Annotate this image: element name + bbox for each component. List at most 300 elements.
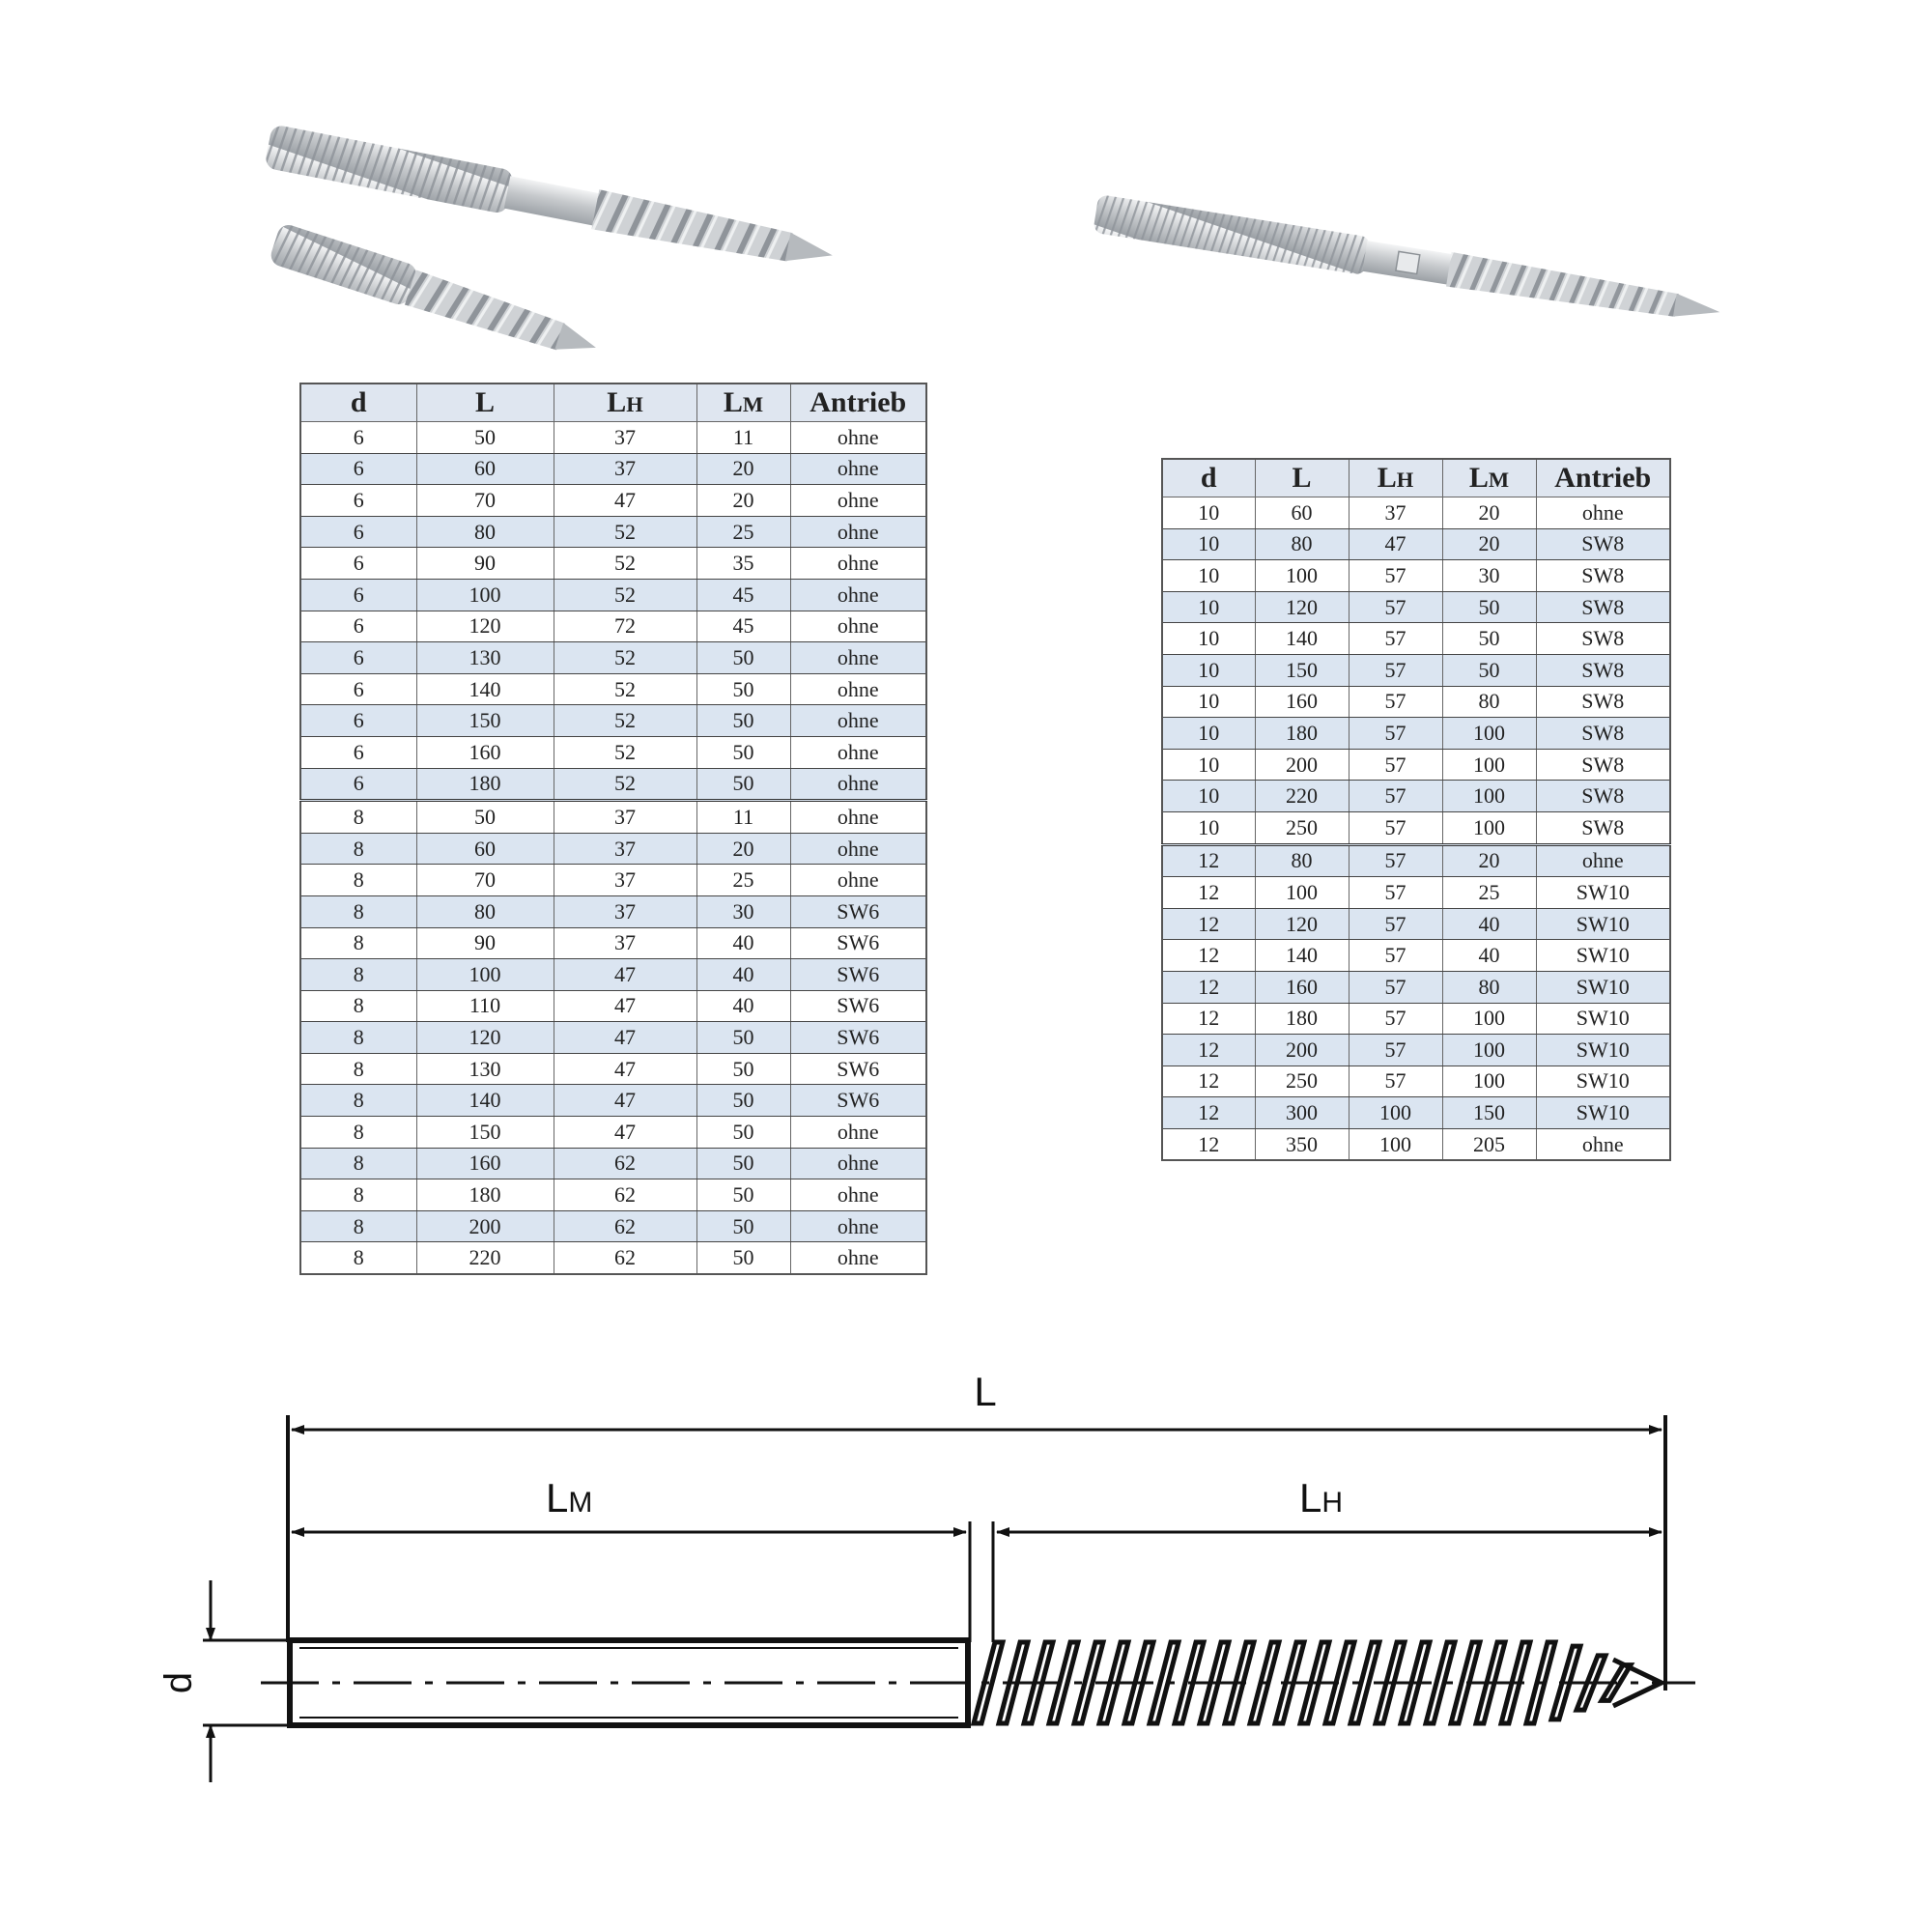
cell-lm: 50 (696, 642, 790, 674)
cell-d: 12 (1162, 1003, 1255, 1035)
cell-d: 10 (1162, 781, 1255, 812)
cell-l: 140 (416, 1085, 554, 1117)
cell-lm: 100 (1442, 1065, 1536, 1097)
table-row (300, 705, 926, 737)
cell-lm: 50 (696, 1210, 790, 1242)
cell-lh: 62 (554, 1179, 696, 1211)
table-row (300, 768, 926, 801)
cell-lh: 52 (554, 642, 696, 674)
cell-d: 8 (300, 990, 416, 1022)
cell-l: 200 (416, 1210, 554, 1242)
cell-antrieb: ohne (790, 1117, 926, 1149)
cell-lm: 50 (696, 1242, 790, 1274)
cell-antrieb: SW10 (1536, 940, 1670, 972)
header-lh: LH (554, 384, 696, 422)
table-row (300, 1148, 926, 1179)
table-row (1162, 1128, 1670, 1160)
header-lm: LM (1442, 459, 1536, 497)
cell-lm: 50 (1442, 591, 1536, 623)
cell-l: 150 (416, 1117, 554, 1149)
cell-lm: 50 (696, 1179, 790, 1211)
cell-lh: 57 (1349, 749, 1442, 781)
cell-d: 8 (300, 865, 416, 896)
cell-l: 90 (416, 548, 554, 580)
cell-d: 10 (1162, 718, 1255, 750)
hanger-bolt-with-drive-photo (1092, 184, 1739, 328)
table-row (300, 1210, 926, 1242)
cell-l: 180 (1255, 1003, 1349, 1035)
cell-antrieb: ohne (1536, 844, 1670, 877)
table-row (1162, 749, 1670, 781)
cell-l: 90 (416, 927, 554, 959)
cell-l: 180 (1255, 718, 1349, 750)
cell-lh: 37 (554, 801, 696, 834)
cell-antrieb: ohne (790, 611, 926, 642)
cell-d: 8 (300, 895, 416, 927)
cell-antrieb: SW8 (1536, 591, 1670, 623)
cell-lh: 37 (1349, 497, 1442, 529)
table-row (1162, 940, 1670, 972)
table-row (1162, 811, 1670, 844)
cell-lm: 40 (1442, 908, 1536, 940)
cell-antrieb: SW6 (790, 990, 926, 1022)
dimension-label-lm: LM (546, 1475, 593, 1520)
cell-antrieb: ohne (790, 1242, 926, 1274)
cell-lh: 62 (554, 1148, 696, 1179)
cell-lm: 20 (1442, 844, 1536, 877)
cell-lh: 37 (554, 422, 696, 454)
cell-d: 6 (300, 485, 416, 517)
table-row (300, 865, 926, 896)
cell-lh: 57 (1349, 654, 1442, 686)
cell-d: 6 (300, 548, 416, 580)
table-row (1162, 623, 1670, 655)
cell-l: 300 (1255, 1097, 1349, 1129)
table-row (1162, 877, 1670, 909)
cell-lm: 50 (696, 1117, 790, 1149)
cell-l: 250 (1255, 811, 1349, 844)
cell-lm: 100 (1442, 1035, 1536, 1066)
cell-lm: 50 (696, 736, 790, 768)
table-row (1162, 591, 1670, 623)
cell-antrieb: ohne (790, 485, 926, 517)
cell-l: 120 (1255, 591, 1349, 623)
cell-lm: 80 (1442, 686, 1536, 718)
cell-antrieb: ohne (790, 516, 926, 548)
cell-lh: 57 (1349, 623, 1442, 655)
cell-l: 100 (1255, 560, 1349, 592)
cell-antrieb: ohne (790, 865, 926, 896)
cell-antrieb: SW8 (1536, 781, 1670, 812)
cell-d: 10 (1162, 528, 1255, 560)
cell-antrieb: SW10 (1536, 1035, 1670, 1066)
cell-lh: 52 (554, 768, 696, 801)
cell-lm: 40 (696, 990, 790, 1022)
table-row (300, 673, 926, 705)
table-body (300, 422, 926, 1275)
cell-d: 10 (1162, 623, 1255, 655)
cell-lm: 50 (696, 673, 790, 705)
cell-lm: 100 (1442, 1003, 1536, 1035)
cell-antrieb: SW10 (1536, 971, 1670, 1003)
table-row (300, 642, 926, 674)
cell-lh: 52 (554, 579, 696, 611)
cell-lm: 11 (696, 422, 790, 454)
cell-lm: 45 (696, 611, 790, 642)
cell-d: 12 (1162, 1097, 1255, 1129)
cell-lm: 100 (1442, 718, 1536, 750)
cell-antrieb: SW10 (1536, 1065, 1670, 1097)
cell-lm: 30 (696, 895, 790, 927)
cell-antrieb: ohne (790, 736, 926, 768)
cell-lh: 57 (1349, 971, 1442, 1003)
cell-lh: 37 (554, 453, 696, 485)
table-row (1162, 1097, 1670, 1129)
cell-lm: 50 (1442, 654, 1536, 686)
table-row (300, 1053, 926, 1085)
cell-l: 50 (416, 422, 554, 454)
cell-antrieb: ohne (790, 642, 926, 674)
cell-lm: 100 (1442, 749, 1536, 781)
cell-d: 6 (300, 516, 416, 548)
cell-lm: 20 (696, 453, 790, 485)
cell-d: 10 (1162, 654, 1255, 686)
table-row (1162, 718, 1670, 750)
cell-antrieb: SW6 (790, 1085, 926, 1117)
header-l: L (416, 384, 554, 422)
cell-l: 70 (416, 865, 554, 896)
table-row (1162, 654, 1670, 686)
cell-antrieb: SW8 (1536, 718, 1670, 750)
cell-lh: 52 (554, 548, 696, 580)
cell-l: 180 (416, 768, 554, 801)
cell-lm: 150 (1442, 1097, 1536, 1129)
hanger-bolt-pair-photo (261, 106, 879, 328)
dimension-label-lh: LH (1299, 1475, 1344, 1520)
cell-d: 8 (300, 1210, 416, 1242)
table-row (1162, 497, 1670, 529)
cell-d: 12 (1162, 844, 1255, 877)
cell-lh: 72 (554, 611, 696, 642)
header-lh: LH (1349, 459, 1442, 497)
cell-d: 10 (1162, 591, 1255, 623)
cell-d: 10 (1162, 497, 1255, 529)
table-row (300, 422, 926, 454)
table-row (300, 485, 926, 517)
cell-d: 6 (300, 673, 416, 705)
cell-l: 160 (1255, 971, 1349, 1003)
cell-lh: 57 (1349, 718, 1442, 750)
header-d: d (300, 384, 416, 422)
cell-d: 8 (300, 1242, 416, 1274)
cell-d: 6 (300, 579, 416, 611)
cell-lh: 57 (1349, 940, 1442, 972)
cell-lh: 47 (554, 959, 696, 991)
cell-l: 130 (416, 642, 554, 674)
cell-lh: 47 (554, 1117, 696, 1149)
cell-antrieb: ohne (790, 1179, 926, 1211)
cell-lh: 47 (554, 485, 696, 517)
cell-antrieb: ohne (790, 453, 926, 485)
cell-lm: 205 (1442, 1128, 1536, 1160)
cell-d: 8 (300, 1148, 416, 1179)
cell-lm: 25 (1442, 877, 1536, 909)
cell-d: 8 (300, 1179, 416, 1211)
cell-l: 60 (416, 833, 554, 865)
cell-l: 60 (1255, 497, 1349, 529)
cell-antrieb: ohne (790, 1210, 926, 1242)
cell-d: 12 (1162, 1065, 1255, 1097)
cell-lm: 25 (696, 865, 790, 896)
cell-lm: 50 (696, 1053, 790, 1085)
cell-l: 100 (416, 579, 554, 611)
cell-lm: 40 (696, 927, 790, 959)
cell-lm: 20 (1442, 497, 1536, 529)
table-row (300, 736, 926, 768)
table-row (300, 1022, 926, 1054)
table-row (300, 611, 926, 642)
cell-antrieb: SW6 (790, 1022, 926, 1054)
header-d: d (1162, 459, 1255, 497)
table-body (1162, 497, 1670, 1161)
cell-lh: 52 (554, 516, 696, 548)
table-row (300, 1179, 926, 1211)
cell-d: 8 (300, 1117, 416, 1149)
cell-l: 160 (416, 1148, 554, 1179)
table-row (1162, 686, 1670, 718)
cell-d: 8 (300, 927, 416, 959)
cell-d: 6 (300, 453, 416, 485)
cell-l: 70 (416, 485, 554, 517)
cell-l: 120 (1255, 908, 1349, 940)
cell-d: 6 (300, 611, 416, 642)
cell-lm: 20 (696, 833, 790, 865)
cell-lh: 100 (1349, 1128, 1442, 1160)
cell-antrieb: SW10 (1536, 1003, 1670, 1035)
cell-lh: 100 (1349, 1097, 1442, 1129)
dimension-drawing (157, 1352, 1710, 1816)
table-row (300, 801, 926, 834)
cell-l: 140 (1255, 940, 1349, 972)
cell-lh: 57 (1349, 811, 1442, 844)
cell-l: 150 (416, 705, 554, 737)
cell-antrieb: ohne (790, 768, 926, 801)
table-row (1162, 971, 1670, 1003)
cell-lh: 37 (554, 927, 696, 959)
cell-l: 110 (416, 990, 554, 1022)
cell-lh: 57 (1349, 591, 1442, 623)
cell-antrieb: SW8 (1536, 811, 1670, 844)
cell-d: 8 (300, 801, 416, 834)
cell-antrieb: SW6 (790, 895, 926, 927)
cell-antrieb: SW8 (1536, 654, 1670, 686)
cell-lh: 57 (1349, 1003, 1442, 1035)
cell-d: 12 (1162, 877, 1255, 909)
cell-d: 6 (300, 768, 416, 801)
cell-antrieb: SW10 (1536, 908, 1670, 940)
cell-lh: 52 (554, 673, 696, 705)
cell-antrieb: SW10 (1536, 1097, 1670, 1129)
cell-lm: 40 (1442, 940, 1536, 972)
cell-d: 10 (1162, 686, 1255, 718)
cell-antrieb: ohne (790, 801, 926, 834)
cell-antrieb: SW8 (1536, 560, 1670, 592)
table-row (1162, 560, 1670, 592)
table-row (300, 927, 926, 959)
table-row (300, 548, 926, 580)
cell-lm: 35 (696, 548, 790, 580)
cell-l: 100 (416, 959, 554, 991)
cell-l: 220 (416, 1242, 554, 1274)
cell-l: 150 (1255, 654, 1349, 686)
cell-d: 12 (1162, 908, 1255, 940)
cell-d: 6 (300, 736, 416, 768)
cell-l: 50 (416, 801, 554, 834)
table-row (300, 1085, 926, 1117)
cell-l: 180 (416, 1179, 554, 1211)
cell-l: 220 (1255, 781, 1349, 812)
cell-antrieb: SW6 (790, 927, 926, 959)
cell-d: 8 (300, 959, 416, 991)
cell-lh: 37 (554, 833, 696, 865)
cell-antrieb: ohne (790, 705, 926, 737)
table-row (1162, 781, 1670, 812)
cell-antrieb: ohne (790, 673, 926, 705)
cell-lm: 50 (696, 705, 790, 737)
cell-lm: 50 (696, 768, 790, 801)
cell-lh: 57 (1349, 844, 1442, 877)
cell-lm: 40 (696, 959, 790, 991)
cell-l: 200 (1255, 749, 1349, 781)
cell-antrieb: ohne (790, 1148, 926, 1179)
cell-l: 350 (1255, 1128, 1349, 1160)
table-row (300, 516, 926, 548)
cell-l: 120 (416, 611, 554, 642)
cell-lm: 25 (696, 516, 790, 548)
cell-lm: 45 (696, 579, 790, 611)
cell-d: 12 (1162, 971, 1255, 1003)
cell-l: 250 (1255, 1065, 1349, 1097)
cell-d: 6 (300, 422, 416, 454)
cell-lm: 100 (1442, 781, 1536, 812)
table-row (1162, 908, 1670, 940)
table-row (300, 1117, 926, 1149)
cell-l: 130 (416, 1053, 554, 1085)
cell-lh: 52 (554, 705, 696, 737)
cell-lh: 57 (1349, 877, 1442, 909)
cell-d: 6 (300, 705, 416, 737)
cell-l: 80 (1255, 844, 1349, 877)
cell-antrieb: SW8 (1536, 528, 1670, 560)
cell-d: 12 (1162, 1035, 1255, 1066)
table-row (300, 895, 926, 927)
cell-lm: 50 (1442, 623, 1536, 655)
cell-lm: 80 (1442, 971, 1536, 1003)
cell-antrieb: ohne (790, 579, 926, 611)
cell-antrieb: SW10 (1536, 877, 1670, 909)
cell-lh: 47 (554, 1085, 696, 1117)
cell-antrieb: ohne (790, 833, 926, 865)
spec-table-d10-d12 (1161, 458, 1671, 1161)
cell-lh: 37 (554, 895, 696, 927)
cell-lm: 30 (1442, 560, 1536, 592)
cell-lh: 52 (554, 736, 696, 768)
cell-antrieb: ohne (1536, 497, 1670, 529)
cell-d: 12 (1162, 940, 1255, 972)
cell-l: 100 (1255, 877, 1349, 909)
cell-lh: 57 (1349, 1065, 1442, 1097)
cell-lh: 57 (1349, 781, 1442, 812)
cell-antrieb: ohne (790, 422, 926, 454)
cell-lh: 62 (554, 1210, 696, 1242)
header-antrieb: Antrieb (790, 384, 926, 422)
cell-d: 8 (300, 1053, 416, 1085)
cell-d: 10 (1162, 749, 1255, 781)
dimension-label-l: L (974, 1369, 997, 1414)
cell-d: 8 (300, 1085, 416, 1117)
cell-lh: 57 (1349, 1035, 1442, 1066)
cell-antrieb: SW8 (1536, 686, 1670, 718)
header-antrieb: Antrieb (1536, 459, 1670, 497)
dimension-label-d: d (157, 1671, 200, 1694)
table-row (300, 833, 926, 865)
cell-l: 60 (416, 453, 554, 485)
table-row (1162, 844, 1670, 877)
cell-antrieb: SW8 (1536, 623, 1670, 655)
cell-lm: 20 (1442, 528, 1536, 560)
cell-antrieb: SW8 (1536, 749, 1670, 781)
table-row (300, 959, 926, 991)
header-l: L (1255, 459, 1349, 497)
cell-lh: 57 (1349, 560, 1442, 592)
table-row (300, 453, 926, 485)
cell-lh: 47 (554, 1022, 696, 1054)
table-row (1162, 1065, 1670, 1097)
cell-l: 140 (416, 673, 554, 705)
table-row (300, 1242, 926, 1274)
cell-antrieb: SW6 (790, 1053, 926, 1085)
cell-l: 200 (1255, 1035, 1349, 1066)
cell-lm: 50 (696, 1085, 790, 1117)
cell-l: 120 (416, 1022, 554, 1054)
table-row (1162, 1003, 1670, 1035)
cell-lh: 57 (1349, 908, 1442, 940)
cell-antrieb: ohne (1536, 1128, 1670, 1160)
cell-lh: 57 (1349, 686, 1442, 718)
spec-table-d6-d8 (299, 383, 927, 1275)
cell-l: 140 (1255, 623, 1349, 655)
table-row (300, 990, 926, 1022)
table-row (300, 579, 926, 611)
cell-lm: 11 (696, 801, 790, 834)
cell-d: 10 (1162, 811, 1255, 844)
cell-d: 12 (1162, 1128, 1255, 1160)
cell-lh: 47 (554, 1053, 696, 1085)
cell-lh: 37 (554, 865, 696, 896)
cell-lh: 62 (554, 1242, 696, 1274)
cell-lm: 50 (696, 1022, 790, 1054)
cell-antrieb: SW6 (790, 959, 926, 991)
cell-antrieb: ohne (790, 548, 926, 580)
cell-l: 80 (1255, 528, 1349, 560)
cell-d: 6 (300, 642, 416, 674)
cell-lm: 20 (696, 485, 790, 517)
cell-l: 80 (416, 895, 554, 927)
cell-l: 160 (1255, 686, 1349, 718)
cell-l: 80 (416, 516, 554, 548)
header-lm: LM (696, 384, 790, 422)
table-row (1162, 1035, 1670, 1066)
